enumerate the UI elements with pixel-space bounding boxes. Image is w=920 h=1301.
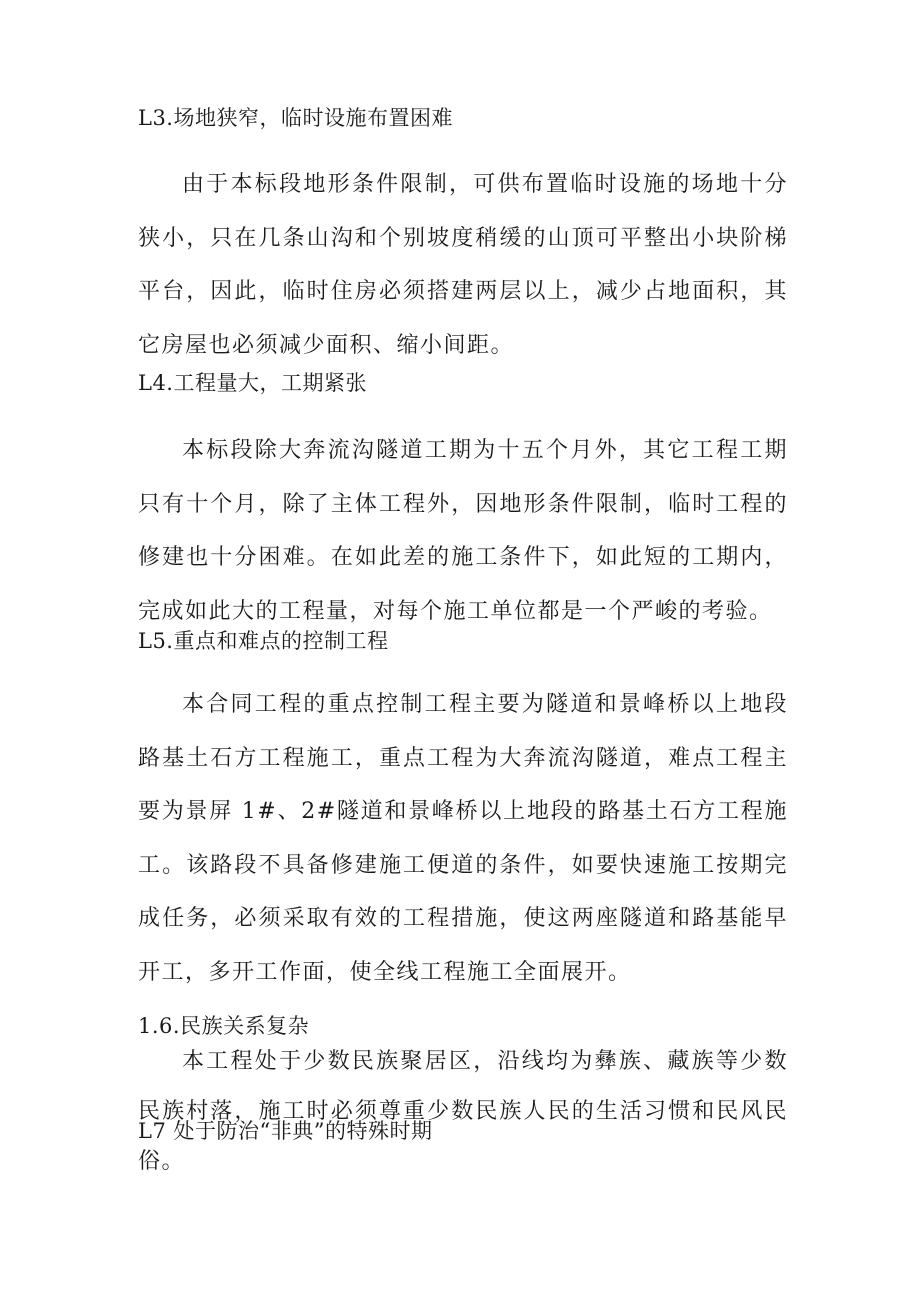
section-paragraph-4: 本标段除大奔流沟隧道工期为十五个月外，其它工程工期只有十个月，除了主体工程外，因地形条件限制，临时工程的修建也十分困难。在如此差的施工条件下，如此短的工期内，完成如此大的工程量，对每个施工单位都是一个严峻的考验。 [138, 438, 788, 624]
section-paragraph-5: 本合同工程的重点控制工程主要为隧道和景峰桥以上地段路基土石方工程施工，重点工程为大奔流沟隧道，难点工程主要为景屏 1#、2#隧道和景峰桥以上地段的路基土石方工程施工。该路段不具备修建施工便道的条件，如要快速施工按期完成任务，必须采取有效的工程措施，使这两座隧道和路基能早开工，多开工作面，使全线工程施工全面展开。 [138, 692, 788, 985]
section-heading-4: L4.工程量大，工期紧张 [138, 371, 367, 395]
section-heading-6: 1.6.民族关系复杂 [138, 1014, 310, 1038]
section-paragraph-3: 由于本标段地形条件限制，可供布置临时设施的场地十分狭小，只在几条山沟和个别坡度稍缓的山顶可平整出小块阶梯平台，因此，临时住房必须搭建两层以上，减少占地面积，其它房屋也必须减少面积、缩小间距。 [138, 172, 788, 358]
section-paragraph-6: 本工程处于少数民族聚居区，沿线均为彝族、藏族等少数民族村落，施工时必须尊重少数民族人民的生活习惯和民风民俗。 [138, 1049, 788, 1174]
section-heading-3: L3.场地狭窄，临时设施布置困难 [138, 106, 453, 130]
section-heading-5: L5.重点和难点的控制工程 [138, 629, 389, 653]
section-heading-7: L7 处于防治“非典”的特殊时期 [138, 1119, 433, 1143]
